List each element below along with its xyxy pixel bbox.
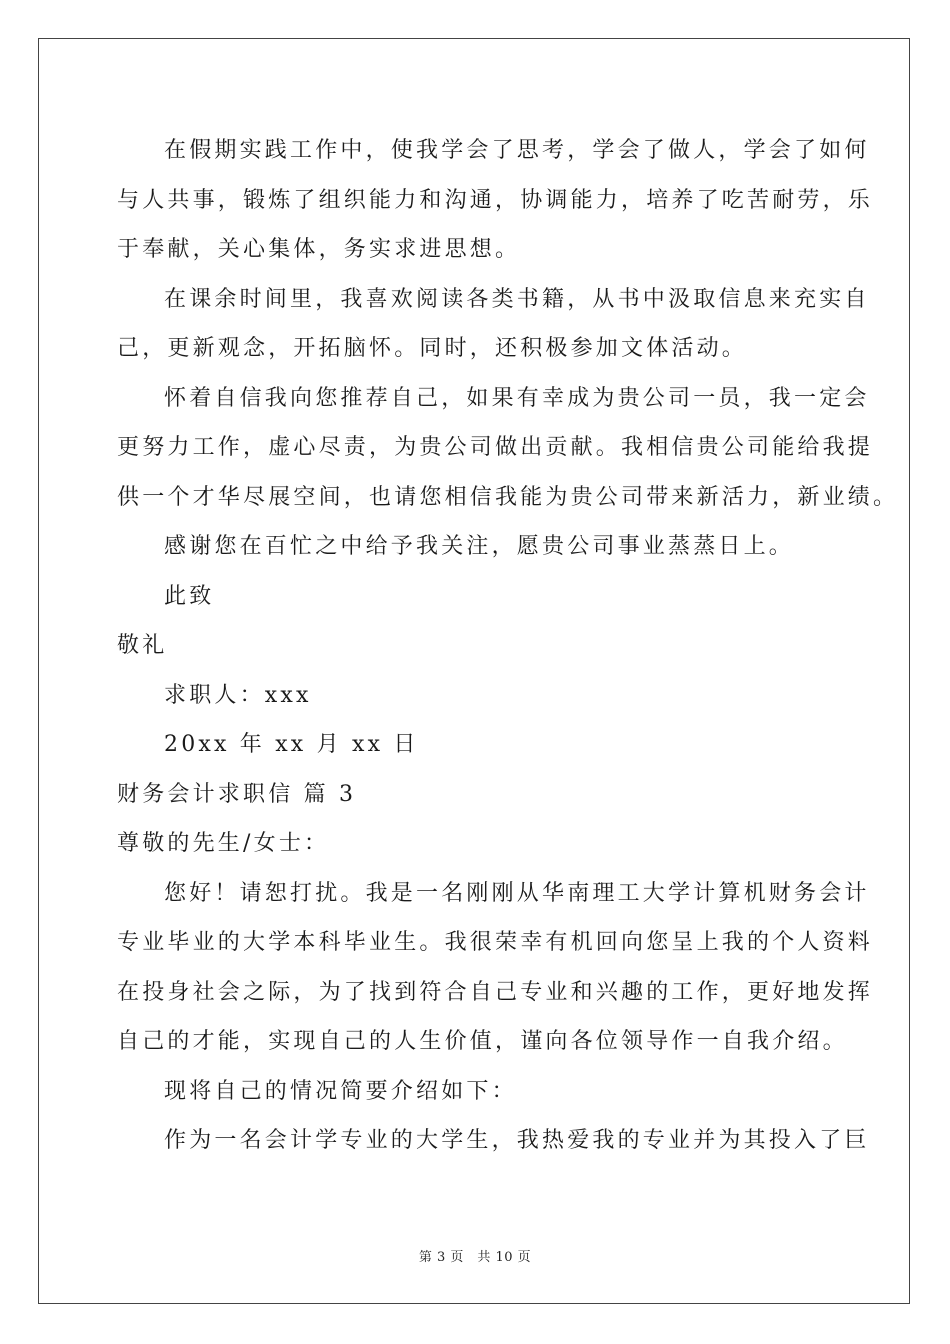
document-body [117,126,899,1166]
text-line: 专业毕业的大学本科毕业生。我很荣幸有机回向您呈上我的个人资料 [117,930,874,955]
text-line: 供一个才华尽展空间，也请您相信我能为贵公司带来新活力，新业绩。 [117,484,899,510]
text-line: 在假期实践工作中，使我学会了思考，学会了做人，学会了如何 [164,138,870,163]
text-line: 在投身社会之际，为了找到符合自己专业和兴趣的工作，更好地发挥 [117,979,874,1005]
page-footer: 第 3 页 共 10 页 [418,1250,532,1265]
text-line: 作为一名会计学专业的大学生，我热爱我的专业并为其投入了巨 [164,1128,870,1153]
text-line: 于奉献，关心集体，务实求进思想。 [117,237,521,262]
text-line: 尊敬的先生/女士： [117,831,330,856]
text-line: 感谢您在百忙之中给予我关注，愿贵公司事业蒸蒸日上。 [164,534,795,559]
text-line: 自己的才能，实现自己的人生价值，谨向各位领导作一自我介绍。 [117,1029,848,1054]
text-line: 您好！请恕打扰。我是一名刚刚从华南理工大学计算机财务会计 [164,880,870,906]
text-line: 己，更新观念，开拓脑怀。同时，还积极参加文体活动。 [117,336,748,361]
text-line: 20xx 年 xx 月 xx 日 [164,732,419,757]
text-line: 敬礼 [117,633,168,658]
text-line: 在课余时间里，我喜欢阅读各类书籍，从书中汲取信息来充实自 [164,286,870,312]
text-line: 与人共事，锻炼了组织能力和沟通，协调能力，培养了吃苦耐劳，乐 [117,187,874,213]
text-line: 求职人：xxx [164,682,312,708]
text-line: 财务会计求职信 篇 3 [117,781,357,807]
text-line: 怀着自信我向您推荐自己，如果有幸成为贵公司一员，我一定会 [164,385,870,411]
text-line: 此致 [164,583,215,609]
text-line: 更努力工作，虚心尽责，为贵公司做出贡献。我相信贵公司能给我提 [117,435,874,460]
text-line: 现将自己的情况简要介绍如下： [164,1078,517,1104]
